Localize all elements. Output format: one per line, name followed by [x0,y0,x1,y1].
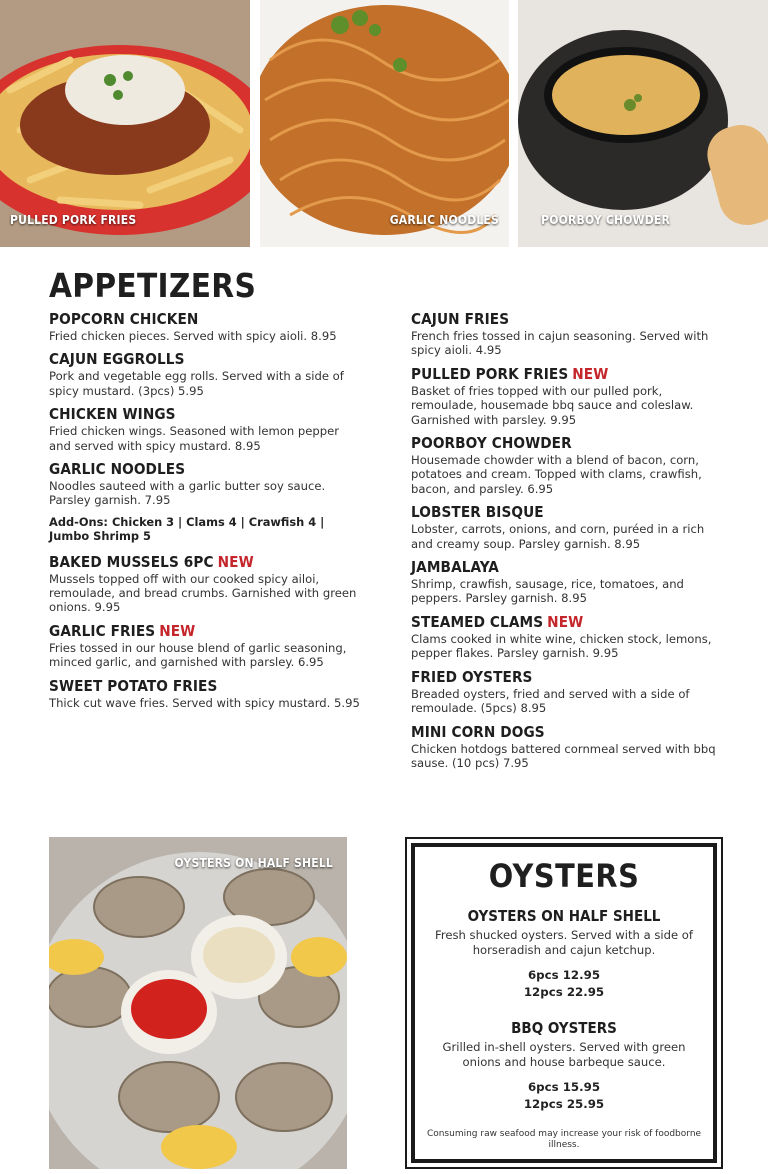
photo-garlic-noodles [260,0,509,247]
oyster-item-description: Fresh shucked oysters. Served with a side of horseradish and cajun ketchup. [435,928,693,957]
photo-caption: GARLIC NOODLES [389,213,499,227]
menu-item-description: Fried chicken pieces. Served with spicy aioli. 8.95 [49,329,337,343]
menu-item-title: PULLED PORK FRIES [411,364,569,383]
menu-item-name: CAJUN EGGROLLS [49,350,185,369]
menu-item-name [49,553,361,572]
oysters-heading: OYSTERS [488,857,640,895]
menu-item-description: Lobster, carrots, onions, and corn, puréed in a rich and creamy soup. Parsley garnish. 8.95 [411,522,705,551]
menu-item-description: Fries tossed in our house blend of garlic seasoning, minced garlic, and garnished with parsley. 6.95 [49,640,347,670]
new-badge: NEW [547,612,584,631]
menu-item [411,558,723,606]
poorboy-chowder-image [518,0,768,247]
menu-item-name: MINI CORN DOGS [411,722,545,741]
menu-item [411,310,723,358]
menu-item-description: Fried chicken wings. Seasoned with lemon pepper and served with spicy mustard. 8.95 [49,424,340,453]
new-badge: NEW [159,621,196,640]
menu-item [411,434,723,496]
oysters-panel [405,837,723,1169]
oyster-item-description: Grilled in-shell oysters. Served with green onions and house barbeque sauce. [442,1040,686,1069]
menu-item-name: FRIED OYSTERS [411,667,533,686]
menu-item-name: LOBSTER BISQUE [411,503,544,522]
appetizers-left-column [49,310,361,717]
menu-item-description: Breaded oysters, fried and served with a side of remoulade. (5pcs) 8.95 [411,686,690,716]
menu-item [411,365,723,427]
appetizers-right-column [411,310,723,777]
menu-item [49,350,361,398]
menu-item-name: CHICKEN WINGS [49,405,176,424]
menu-item [411,723,723,771]
new-badge: NEW [572,364,609,383]
photo-caption: PULLED PORK FRIES [10,213,137,227]
menu-item-name: SWEET POTATO FRIES [49,676,218,695]
menu-item [411,668,723,716]
menu-item-description: Housemade chowder with a blend of bacon, corn, potatoes and cream. Topped with clams, crawfish, bacon, and parsley. 6.95 [411,453,702,496]
menu-item-description: Pork and vegetable egg rolls. Served with a side of spicy mustard. (3pcs) 5.95 [49,369,344,398]
menu-item-description: Mussels topped off with our cooked spicy ailoi, remoulade, and bread crumbs. Garnished with green onions. 9.95 [49,571,357,615]
menu-item [49,553,361,615]
menu-item-description: Thick cut wave fries. Served with spicy mustard. 5.95 [49,695,360,710]
menu-item [411,613,723,661]
menu-item [49,622,361,670]
menu-item-name: GARLIC NOODLES [49,460,186,479]
menu-item [49,405,361,453]
oyster-price: 12pcs 25.95 [523,1097,605,1111]
raw-seafood-warning: Consuming raw seafood may increase your risk of foodborne illness. [426,1129,702,1150]
menu-item-name: POPCORN CHICKEN [49,310,199,328]
oysters-panel-inner [411,843,717,1163]
menu-item [49,677,361,710]
oyster-item-prices [415,1079,713,1113]
menu-item-description: Noodles sauteed with a garlic butter soy sauce. Parsley garnish. 7.95 [49,479,326,508]
menu-item-description: French fries tossed in cajun seasoning. Served with spicy aioli. 4.95 [411,329,709,358]
oyster-item-name: OYSTERS ON HALF SHELL [467,907,661,925]
menu-item-name: POORBOY CHOWDER [411,434,572,453]
garlic-noodles-image [260,0,509,247]
oyster-item-prices [415,967,713,1001]
menu-item-name [411,613,723,632]
oyster-price: 12pcs 22.95 [523,985,605,999]
pulled-pork-fries-image [0,0,250,247]
menu-item [411,503,723,551]
menu-item-title: GARLIC FRIES [49,621,156,640]
photo-caption: OYSTERS ON HALF SHELL [174,856,333,870]
oysters-image [49,837,347,1169]
menu-item-description: Shrimp, crawfish, sausage, rice, tomatoes, and peppers. Parsley garnish. 8.95 [411,577,684,606]
menu-item-title: BAKED MUSSELS 6PC [49,552,214,571]
add-ons-line: Add-Ons: Chicken 3 | Clams 4 | Crawfish 4 | Jumbo Shrimp 5 [49,514,325,544]
photo-caption: POORBOY CHOWDER [541,213,670,227]
oyster-item-name: BBQ OYSTERS [511,1019,617,1037]
menu-item-description: Clams cooked in white wine, chicken stock, lemons, pepper flakes. Parsley garnish. 9.95 [411,631,712,661]
menu-item-title: STEAMED CLAMS [411,612,544,631]
menu-item-description: Chicken hotdogs battered cornmeal served with bbq sause. (10 pcs) 7.95 [411,741,716,770]
appetizers-heading: APPETIZERS [49,266,257,305]
photo-oysters-half-shell [49,837,347,1169]
new-badge: NEW [217,552,254,571]
oyster-price: 6pcs 12.95 [527,968,601,982]
menu-item-name: CAJUN FRIES [411,310,510,328]
oyster-price: 6pcs 15.95 [527,1080,601,1094]
menu-item-description: Basket of fries topped with our pulled pork, remoulade, housemade bbq sauce and coleslaw. Garnished with parsley. 9.95 [411,383,694,427]
menu-item-name [411,365,723,384]
menu-item [49,310,361,343]
menu-item-name [49,622,361,641]
photo-poorboy-chowder [518,0,768,247]
menu-item-name: JAMBALAYA [411,558,499,577]
menu-item [49,460,361,508]
photo-pulled-pork-fries [0,0,250,247]
